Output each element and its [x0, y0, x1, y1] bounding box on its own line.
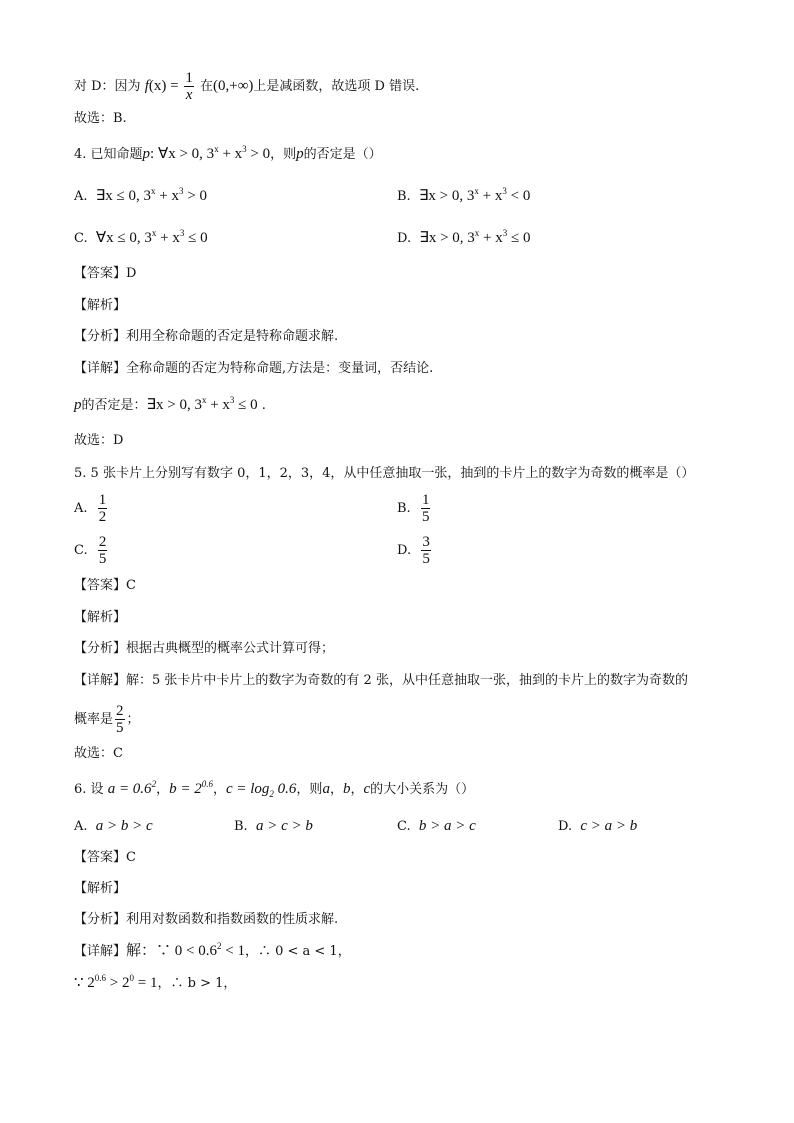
- q5-option-d: D. $\frac{3}{5}$: [397, 534, 430, 567]
- interval: (0,+∞): [212, 78, 254, 94]
- q5-answer: 【答案】C: [74, 578, 136, 593]
- q6-option-c: C. b > a > c: [397, 818, 476, 834]
- q4-option-c: C. ∀x ≤ 0, $3^x + x^3 \le 0$: [74, 228, 208, 246]
- q4-analysis-tag: 【解析】: [74, 298, 127, 313]
- q4-option-d: D. ∃x > 0, $3^x + x^3 \le 0$: [397, 228, 531, 246]
- q5-stem: 5. 5 张卡片上分别写有数字 0，1，2，3，4，从中任意抽取一张，抽到的卡片上的数字为奇数的概率是（）: [74, 466, 695, 481]
- q5-fenxi: 【分析】根据古典概型的概率公式计算可得；: [74, 641, 335, 656]
- function-name: f: [144, 78, 149, 94]
- q6-answer: 【答案】C: [74, 850, 136, 865]
- q6-analysis-tag: 【解析】: [74, 881, 127, 896]
- q5-option-b: B. $\frac{1}{5}$: [397, 492, 430, 525]
- fraction-1-over-x: $\frac{1}{x}$: [185, 70, 193, 103]
- q4-negation: p的否定是：∃x > 0, $3^x + x^3 \le 0$ .: [74, 395, 266, 413]
- explanation-prefix: 对 D：因为: [74, 79, 141, 94]
- explanation-suffix: 上是减函数，故选项 D 错误.: [253, 79, 420, 94]
- q4-option-a: A. ∃x ≤ 0, $3^x + x^3 > 0$: [74, 186, 207, 204]
- q6-xiangjie-1: 【详解】解：∵ $0 < 0.6^2 < 1$，∴ 0 < a < 1，: [74, 941, 351, 959]
- function-arg: (x) =: [148, 78, 183, 94]
- q4-xiangjie: 【详解】全称命题的否定为特称命题,方法是：变量词，否结论.: [74, 361, 434, 376]
- q6-option-b: B. a > c > b: [234, 818, 313, 834]
- q6-stem: 6. 设 $a = 0.6^2$，$b = 2^{0.6}$，$c = \log_2 0.6$，则a，b，c的大小关系为（）: [74, 779, 475, 799]
- item3-choice: 故选：B.: [74, 111, 127, 126]
- q4-stem: 4. 已知命题p: ∀x > 0, $3^x + x^3 > 0$，则p的否定是（）: [74, 144, 382, 162]
- q4-option-b: B. ∃x > 0, $3^x + x^3 < 0$: [397, 186, 531, 204]
- q6-fenxi: 【分析】利用对数函数和指数函数的性质求解.: [74, 912, 339, 927]
- q5-xiangjie: 【详解】解：5 张卡片中卡片上的数字为奇数的有 2 张，从中任意抽取一张，抽到的卡片上的数字为奇数的: [74, 673, 688, 688]
- q5-probability: 概率是 $\frac{2}{5}$ ；: [74, 703, 140, 736]
- q6-option-d: D. c > a > b: [558, 818, 638, 834]
- q4-fenxi: 【分析】利用全称命题的否定是特称命题求解.: [74, 329, 339, 344]
- q5-choice: 故选：C: [74, 746, 123, 761]
- q6-xiangjie-2: ∵ $2^{0.6} > 2^0 = 1$，∴ b > 1，: [74, 973, 237, 991]
- option-d-explanation: [74, 70, 419, 103]
- q5-option-c: C. $\frac{2}{5}$: [74, 534, 107, 567]
- q4-answer: 【答案】D: [74, 266, 137, 281]
- q4-choice: 故选：D: [74, 433, 124, 448]
- q5-analysis-tag: 【解析】: [74, 610, 127, 625]
- q6-option-a: A. a > b > c: [74, 818, 153, 834]
- explanation-mid: 在: [199, 79, 213, 94]
- q5-option-a: A. $\frac{1}{2}$: [74, 492, 107, 525]
